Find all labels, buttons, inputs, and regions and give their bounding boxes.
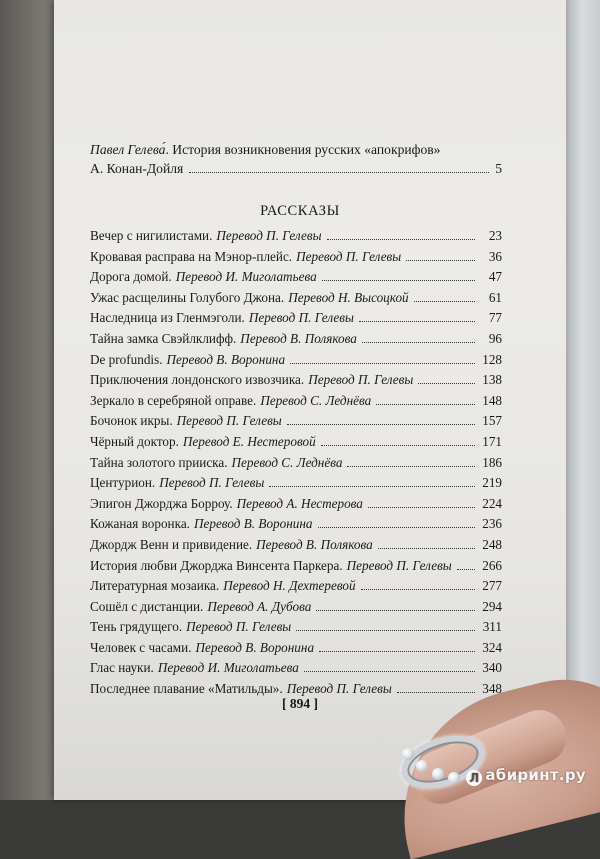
dot-leader [418,383,475,384]
toc-entry [90,578,502,599]
dot-leader [414,301,475,302]
dot-leader [269,486,475,487]
page-number: 224 [482,495,502,511]
toc-entry [90,413,502,434]
page-number: 171 [482,433,502,449]
toc-entry [90,372,502,393]
translator-credit: Перевод П. Гелевы [186,619,292,635]
dot-leader [359,321,475,322]
page-number: 47 [488,269,502,285]
page-number: 219 [482,475,502,491]
story-title: Дорога домой. [90,269,172,285]
translator-credit: Перевод С. Леднёва [260,392,372,408]
dot-leader [327,239,475,240]
dot-leader [319,651,475,652]
dot-leader [457,569,475,570]
page-number: 61 [488,289,502,305]
dot-leader [368,507,475,508]
page-number: 36 [488,248,502,264]
intro-author: Павел Гелева́ [90,142,166,157]
story-title: Чёрный доктор. [90,433,179,449]
translator-credit: Перевод П. Гелевы [216,228,322,243]
page-number: 340 [482,660,502,676]
dot-leader [304,671,475,672]
page-number: 294 [482,598,502,614]
translator-credit: Перевод Н. Высоцкой [288,289,409,305]
dot-leader [287,424,475,425]
translator-credit: Перевод П. Гелевы [286,681,392,697]
story-title: Наследница из Гленмэголи. [90,310,245,326]
page-number: 324 [482,639,502,655]
translator-credit: Перевод П. Гелевы [296,248,402,264]
story-title: Кожаная воронка. [90,516,190,532]
toc-entry [90,331,502,352]
intro-title-1: . История возникновения русских «апокрифов» [165,142,441,157]
story-title: Глас науки. [90,660,154,676]
watermark [466,766,586,786]
page-number: 236 [482,516,502,532]
dot-leader [321,445,475,446]
translator-credit: Перевод А. Нестерова [236,495,363,511]
translator-credit: Перевод В. Полякова [256,536,373,552]
page-number: 311 [482,619,502,635]
toc-entry [90,290,502,311]
story-title: Кровавая расправа на Мэнор-плейс. [90,248,293,264]
translator-credit: Перевод А. Дубова [207,598,312,614]
page-number: 96 [488,330,502,346]
translator-credit: Перевод И. Миголатьева [157,660,299,676]
story-title: Тайна золотого прииска. [90,454,228,470]
page-number: 138 [482,372,502,388]
page-number: 157 [482,413,502,429]
story-title: Приключения лондонского извозчика. [90,372,305,388]
story-title: Бочонок икры. [90,413,173,429]
dot-leader [296,630,475,631]
translator-credit: Перевод И. Миголатьева [175,269,317,285]
translator-credit: Перевод Е. Нестеровой [182,433,316,449]
table-of-contents [90,228,502,702]
story-title: De profundis. [90,351,163,367]
page-number: 186 [482,454,502,470]
intro-entry [90,140,502,178]
story-title: Сошёл с дистанции. [90,598,204,614]
page-number: 77 [488,310,502,326]
story-title: Литературная мозаика. [90,578,220,594]
watermark-text: абиринт.ру [485,766,586,784]
intro-page-number: 5 [495,161,502,176]
page-number: 348 [482,681,502,697]
dot-leader [378,548,475,549]
dot-leader [322,280,475,281]
translator-credit: Перевод В. Воронина [195,639,315,655]
page-number: 266 [482,557,502,573]
toc-entry [90,475,502,496]
toc-entry [90,516,502,537]
toc-entry [90,537,502,558]
translator-credit: Перевод С. Леднёва [231,454,343,470]
story-title: Эпигон Джорджа Борроу. [90,495,233,511]
labirint-logo-icon: Л [466,770,482,786]
toc-entry [90,455,502,476]
ring-gem [416,760,428,772]
ring-gem [432,768,444,780]
translator-credit: Перевод П. Гелевы [308,372,414,388]
toc-entry [90,352,502,373]
toc-entry [90,496,502,517]
section-title: РАССКАЗЫ [260,203,340,219]
story-title: Человек с часами. [90,639,192,655]
page-number: 248 [482,536,502,552]
page-folio: [ 894 ] [282,696,318,711]
translator-credit: Перевод Н. Дехтеревой [223,578,356,594]
translator-credit: Перевод П. Гелевы [159,475,265,491]
dot-leader [316,610,475,611]
translator-credit: Перевод П. Гелевы [346,557,452,573]
toc-entry [90,393,502,414]
story-title: Джордж Венн и привидение. [90,536,253,552]
page-number: 23 [488,228,502,243]
intro-line-1 [90,140,502,159]
toc-entry [90,228,502,249]
dot-leader [189,172,489,173]
translator-credit: Перевод В. Полякова [240,330,357,346]
story-title: Последнее плавание «Матильды». [90,681,283,697]
dot-leader [362,342,475,343]
toc-entry [90,558,502,579]
page-number: 148 [482,392,502,408]
story-title: Зеркало в серебряной оправе. [90,392,257,408]
dot-leader [376,404,475,405]
translator-credit: Перевод В. Воронина [166,351,286,367]
toc-entry [90,619,502,640]
dot-leader [406,260,475,261]
story-title: Тайна замка Свэйлклифф. [90,330,237,346]
story-title: Тень грядущего. [90,619,183,635]
ring-gem [448,772,460,784]
ring-gem [402,748,414,760]
toc-entry [90,434,502,455]
story-title: Ужас расщелины Голубого Джона. [90,289,285,305]
toc-entry [90,599,502,620]
story-title: История любви Джорджа Винсента Паркера. [90,557,343,573]
dot-leader [290,363,475,364]
story-title: Вечер с нигилистами. [90,228,213,243]
story-title: Центурион. [90,475,156,491]
translator-credit: Перевод П. Гелевы [176,413,282,429]
intro-title-2: А. Конан-Дойля [90,161,184,176]
toc-entry [90,660,502,681]
toc-entry [90,640,502,661]
dot-leader [318,527,475,528]
dot-leader [361,589,475,590]
dot-leader [347,466,475,467]
toc-entry [90,249,502,270]
toc-entry [90,269,502,290]
intro-line-2 [90,159,502,178]
dot-leader [397,692,475,693]
page-number: 128 [482,351,502,367]
page-number: 277 [482,578,502,594]
translator-credit: Перевод В. Воронина [193,516,313,532]
translator-credit: Перевод П. Гелевы [248,310,354,326]
toc-entry [90,310,502,331]
